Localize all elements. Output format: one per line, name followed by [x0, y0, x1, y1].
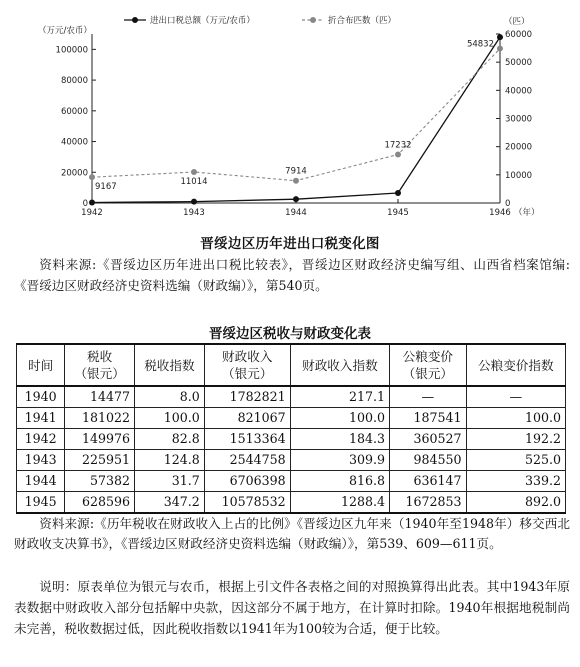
table-cell: 31.7 — [135, 471, 205, 492]
table-cell: 309.9 — [290, 450, 389, 471]
table-cell: 82.8 — [135, 429, 205, 450]
x-tick-label: 1944 — [285, 208, 307, 218]
series-line — [92, 37, 500, 202]
data-point — [395, 190, 401, 196]
table-cell: 347.2 — [135, 492, 205, 514]
right-tick-label: 50000 — [505, 58, 533, 69]
explanation-note: 说明：原表单位为银元与农币，根据上引文件各表格之间的对照换算得出此表。其中1943年原表数据中财政收入部分包括解中央款，因这部分不属于地方，在计算时扣除。1940年根据地税制尚未完善，税收数据过低，因此税收指数以1941年为100较为合适，便于比较。 — [14, 579, 570, 636]
series-line — [92, 49, 500, 181]
table-cell: 225951 — [65, 450, 135, 471]
data-label: 7914 — [285, 166, 307, 177]
left-tick-label: 40000 — [60, 137, 88, 148]
right-tick-label: 0 — [505, 199, 511, 209]
x-axis-unit: （年） — [514, 208, 540, 218]
right-tick-label: 40000 — [505, 86, 533, 97]
data-point — [497, 34, 503, 40]
data-point — [497, 46, 503, 52]
table-source-note: 资料来源:《历年税收在财政收入上占的比例》《晋绥边区九年来（1940年至1948年）移交西北财政收支决算书》，《晋绥边区财政经济史资料选编（财政编）》，第539、609—611页。 — [14, 516, 570, 551]
table-cell: 821067 — [204, 408, 290, 429]
table-header-text: （银元） — [222, 366, 273, 381]
table-cell: 984550 — [390, 450, 467, 471]
table-row — [17, 450, 566, 471]
table-header-text: 财政收入指数 — [302, 357, 378, 373]
table-header-cell — [466, 344, 565, 386]
table-row — [17, 386, 566, 408]
table-cell: 10578532 — [204, 492, 290, 514]
data-point — [191, 199, 197, 205]
table-header-text: （银元） — [402, 366, 453, 381]
tax-finance-table — [16, 343, 566, 514]
table-cell: 360527 — [390, 429, 467, 450]
left-tick-label: 100000 — [55, 45, 88, 56]
table-header-cell — [65, 344, 135, 386]
table-title: 晋绥边区税收与财政变化表 — [209, 326, 371, 342]
data-point — [191, 169, 197, 175]
table-cell: 57382 — [65, 471, 135, 492]
table-cell: 8.0 — [135, 386, 205, 408]
legend-marker — [132, 17, 138, 23]
data-point — [293, 178, 299, 184]
legend-label: 折合布匹数（匹） — [328, 16, 397, 26]
table-row — [17, 408, 566, 429]
chart-series — [89, 34, 503, 205]
table-cell: 217.1 — [290, 386, 389, 408]
tax-line-chart — [0, 0, 580, 232]
table-row — [17, 492, 566, 514]
table-header-text: 公粮变价 — [402, 349, 453, 364]
table-cell: 2544758 — [204, 450, 290, 471]
data-point — [395, 151, 401, 157]
legend-label: 进出口税总额（万元/农币） — [150, 16, 255, 26]
table-cell: 636147 — [390, 471, 467, 492]
x-tick-label: 1942 — [81, 208, 103, 218]
table-header-row — [17, 344, 566, 386]
right-tick-label: 30000 — [505, 114, 533, 125]
chart-source-note: 资料来源:《晋绥边区历年进出口税比较表》，晋绥边区财政经济史编写组、山西省档案馆编:《晋绥边区财政经济史资料选编（财政编）》，第540页。 — [14, 257, 570, 293]
table-header-cell — [390, 344, 467, 386]
table-row — [17, 429, 566, 450]
chart-legend — [124, 15, 396, 26]
table-cell: — — [390, 386, 467, 408]
table-cell: 100.0 — [290, 408, 389, 429]
table-cell: 1945 — [17, 492, 65, 514]
table-cell: 100.0 — [466, 408, 565, 429]
table-cell: 14477 — [65, 386, 135, 408]
table-row — [17, 471, 566, 492]
table-header-cell — [204, 344, 290, 386]
table-cell: 124.8 — [135, 450, 205, 471]
table-cell: 1940 — [17, 386, 65, 408]
left-tick-label: 0 — [82, 199, 88, 209]
legend-marker — [310, 17, 316, 23]
data-point — [89, 200, 95, 206]
data-label: 9167 — [95, 182, 117, 193]
table-cell: 1944 — [17, 471, 65, 492]
table-header-text: （银元） — [74, 366, 125, 381]
table-cell: 187541 — [390, 408, 467, 429]
table-cell: 1941 — [17, 408, 65, 429]
data-label: 11014 — [180, 176, 208, 187]
table-cell: 1513364 — [204, 429, 290, 450]
x-tick-label: 1946 — [489, 208, 511, 218]
table-cell: 892.0 — [466, 492, 565, 514]
x-tick-label: 1945 — [387, 208, 409, 218]
table-header-text: 税收指数 — [144, 357, 195, 373]
table-header-cell — [17, 344, 65, 386]
left-tick-label: 60000 — [60, 106, 88, 117]
table-cell: 816.8 — [290, 471, 389, 492]
data-point — [89, 174, 95, 180]
table-header-cell — [290, 344, 389, 386]
figure-title: 晋绥边区历年进出口税变化图 — [200, 236, 380, 252]
table-body — [17, 386, 566, 513]
table-header-text: 公粮变价指数 — [478, 357, 554, 373]
data-point — [293, 196, 299, 202]
left-tick-label: 20000 — [60, 168, 88, 179]
table-cell: — — [466, 386, 565, 408]
table-cell: 181022 — [65, 408, 135, 429]
right-axis-unit: （匹） — [504, 17, 530, 27]
table-cell: 628596 — [65, 492, 135, 514]
x-tick-label: 1943 — [183, 208, 205, 218]
table-cell: 525.0 — [466, 450, 565, 471]
table-cell: 100.0 — [135, 408, 205, 429]
table-cell: 1942 — [17, 429, 65, 450]
left-axis-unit: （万元/农币） — [38, 26, 92, 36]
right-tick-label: 10000 — [505, 170, 533, 181]
left-tick-label: 80000 — [60, 76, 88, 87]
right-tick-label: 20000 — [505, 142, 533, 153]
right-tick-label: 60000 — [505, 30, 533, 40]
table-cell: 1943 — [17, 450, 65, 471]
table-header-text: 时间 — [28, 357, 54, 373]
table-cell: 1672853 — [390, 492, 467, 514]
data-label: 54832 — [466, 39, 494, 50]
table-cell: 149976 — [65, 429, 135, 450]
table-cell: 1782821 — [204, 386, 290, 408]
table-cell: 6706398 — [204, 471, 290, 492]
data-label: 17232 — [384, 140, 412, 151]
table-header-text: 税收 — [87, 349, 113, 364]
table-header-cell — [135, 344, 205, 386]
table-cell: 339.2 — [466, 471, 565, 492]
table-cell: 1288.4 — [290, 492, 389, 514]
table-cell: 184.3 — [290, 429, 389, 450]
table-header-text: 财政收入 — [222, 349, 273, 364]
table-cell: 192.2 — [466, 429, 565, 450]
